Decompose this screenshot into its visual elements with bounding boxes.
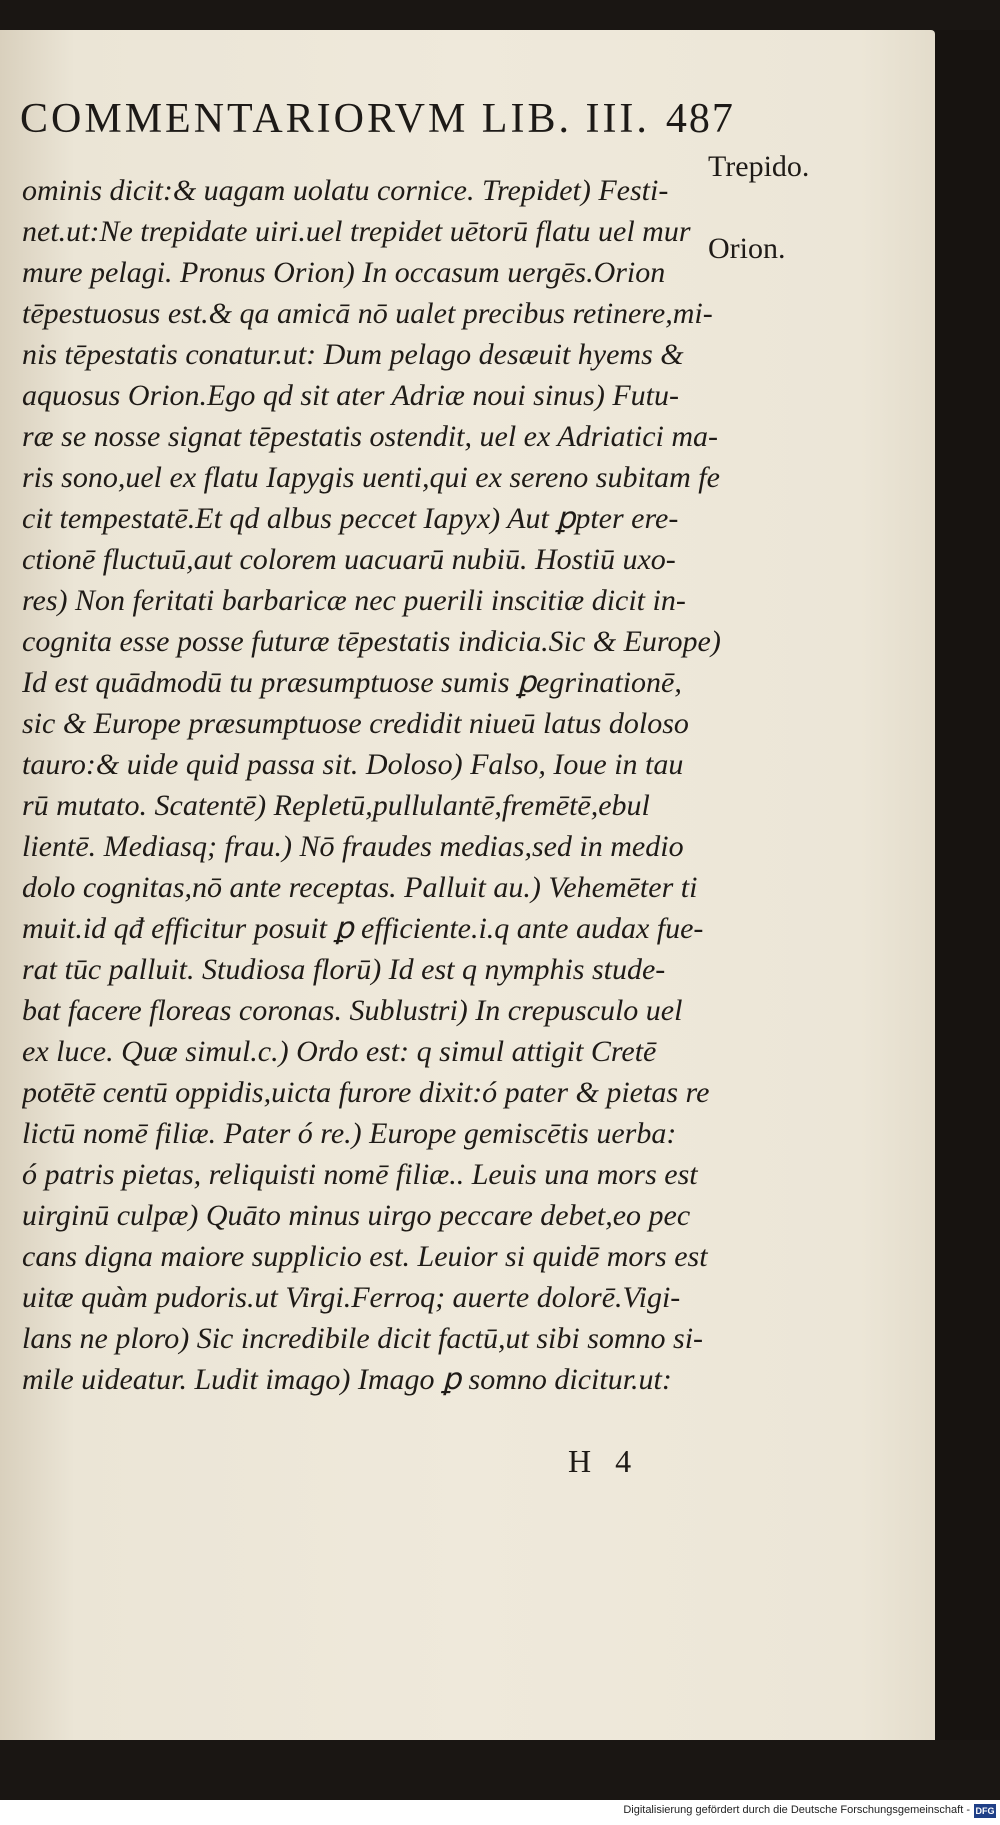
page-edge-shadow — [935, 30, 1000, 1740]
text-line: nis tēpestatis conatur.ut: Dum pelago desæuit hyems & — [22, 338, 684, 371]
text-line: lans ne ploro) Sic incredibile dicit factū,ut sibi somno si- — [22, 1322, 704, 1355]
text-line: dolo cognitas,nō ante receptas. Palluit au.) Vehemēter ti — [22, 871, 698, 904]
text-line: rū mutato. Scatentē) Repletū,pullulantē,fremētē,ebul — [22, 789, 650, 822]
text-line: cit tempestatē.Et qd albus peccet Iapyx) Aut ꝑpter ere- — [22, 502, 679, 535]
text-line: lictū nomē filiæ. Pater ó re.) Europe gemiscētis uerba: — [22, 1117, 677, 1150]
text-line: res) Non feritati barbaricæ nec puerili inscitiæ dicit in- — [22, 584, 686, 617]
text-line: lientē. Mediasq; frau.) Nō fraudes medias,sed in medio — [22, 830, 684, 863]
margin-note-trepido: Trepido. — [708, 150, 810, 183]
text-line: net.ut:Ne trepidate uiri.uel trepidet uētorū flatu uel mur — [22, 215, 691, 248]
text-line: ex luce. Quæ simul.c.) Ordo est: q simul attigit Cretē — [22, 1035, 657, 1068]
text-line: tauro:& uide quid passa sit. Doloso) Falso, Ioue in tau — [22, 748, 684, 781]
dfg-logo: DFG — [975, 1806, 995, 1816]
commentary-text — [22, 170, 722, 1400]
funding-credit: Digitalisierung gefördert durch die Deutsche Forschungsgemeinschaft - — [623, 1804, 970, 1816]
text-line: ctionē fluctuū,aut colorem uacuarū nubiū. Hostiū uxo- — [22, 543, 676, 576]
page-number: 487 — [665, 96, 735, 142]
text-line: muit.id qđ efficitur posuit ꝑ efficiente.i.q ante audax fue- — [22, 912, 704, 945]
text-line: bat facere floreas coronas. Sublustri) In crepusculo uel — [22, 994, 683, 1027]
text-line: cognita esse posse futuræ tēpestatis indicia.Sic & Europe) — [22, 625, 721, 658]
text-line: mile uideatur. Ludit imago) Imago ꝑ somno dicitur.ut: — [22, 1363, 672, 1396]
text-line: uirginū culpæ) Quāto minus uirgo peccare debet,eo pec — [22, 1199, 691, 1232]
text-line: ris sono,uel ex flatu Iapygis uenti,qui ex sereno subitam fe — [22, 461, 720, 494]
running-header — [20, 86, 760, 152]
text-line: potētē centū oppidis,uicta furore dixit:ó pater & pietas re — [22, 1076, 710, 1109]
text-line: ó patris pietas, reliquisti nomē filiæ.. Leuis una mors est — [22, 1158, 698, 1191]
text-line: ræ se nosse signat tēpestatis ostendit, uel ex Adriatici ma- — [22, 420, 719, 453]
text-line: sic & Europe præsumptuose credidit niueū latus doloso — [22, 707, 689, 740]
text-line: Id est quādmodū tu præsumptuose sumis ꝑegrinationē, — [22, 666, 682, 699]
text-line: rat tūc palluit. Studiosa florū) Id est q nymphis stude- — [22, 953, 666, 986]
text-line: ominis dicit:& uagam uolatu cornice. Trepidet) Festi- — [22, 174, 669, 207]
signature-mark: H 4 — [568, 1443, 640, 1479]
text-line: uitæ quàm pudoris.ut Virgi.Ferroq; auerte dolorē.Vigi- — [22, 1281, 681, 1314]
running-title: COMMENTARIORVM LIB. III. — [20, 96, 650, 142]
text-line: mure pelagi. Pronus Orion) In occasum uergēs.Orion — [22, 256, 666, 289]
text-line: aquosus Orion.Ego qd sit ater Adriæ noui sinus) Futu- — [22, 379, 679, 412]
text-line: cans digna maiore supplicio est. Leuior si quidē mors est — [22, 1240, 708, 1273]
text-line: tēpestuosus est.& qa amicā nō ualet precibus retinere,mi- — [22, 297, 713, 330]
book-page — [0, 30, 935, 1740]
margin-note-orion: Orion. — [708, 232, 786, 265]
